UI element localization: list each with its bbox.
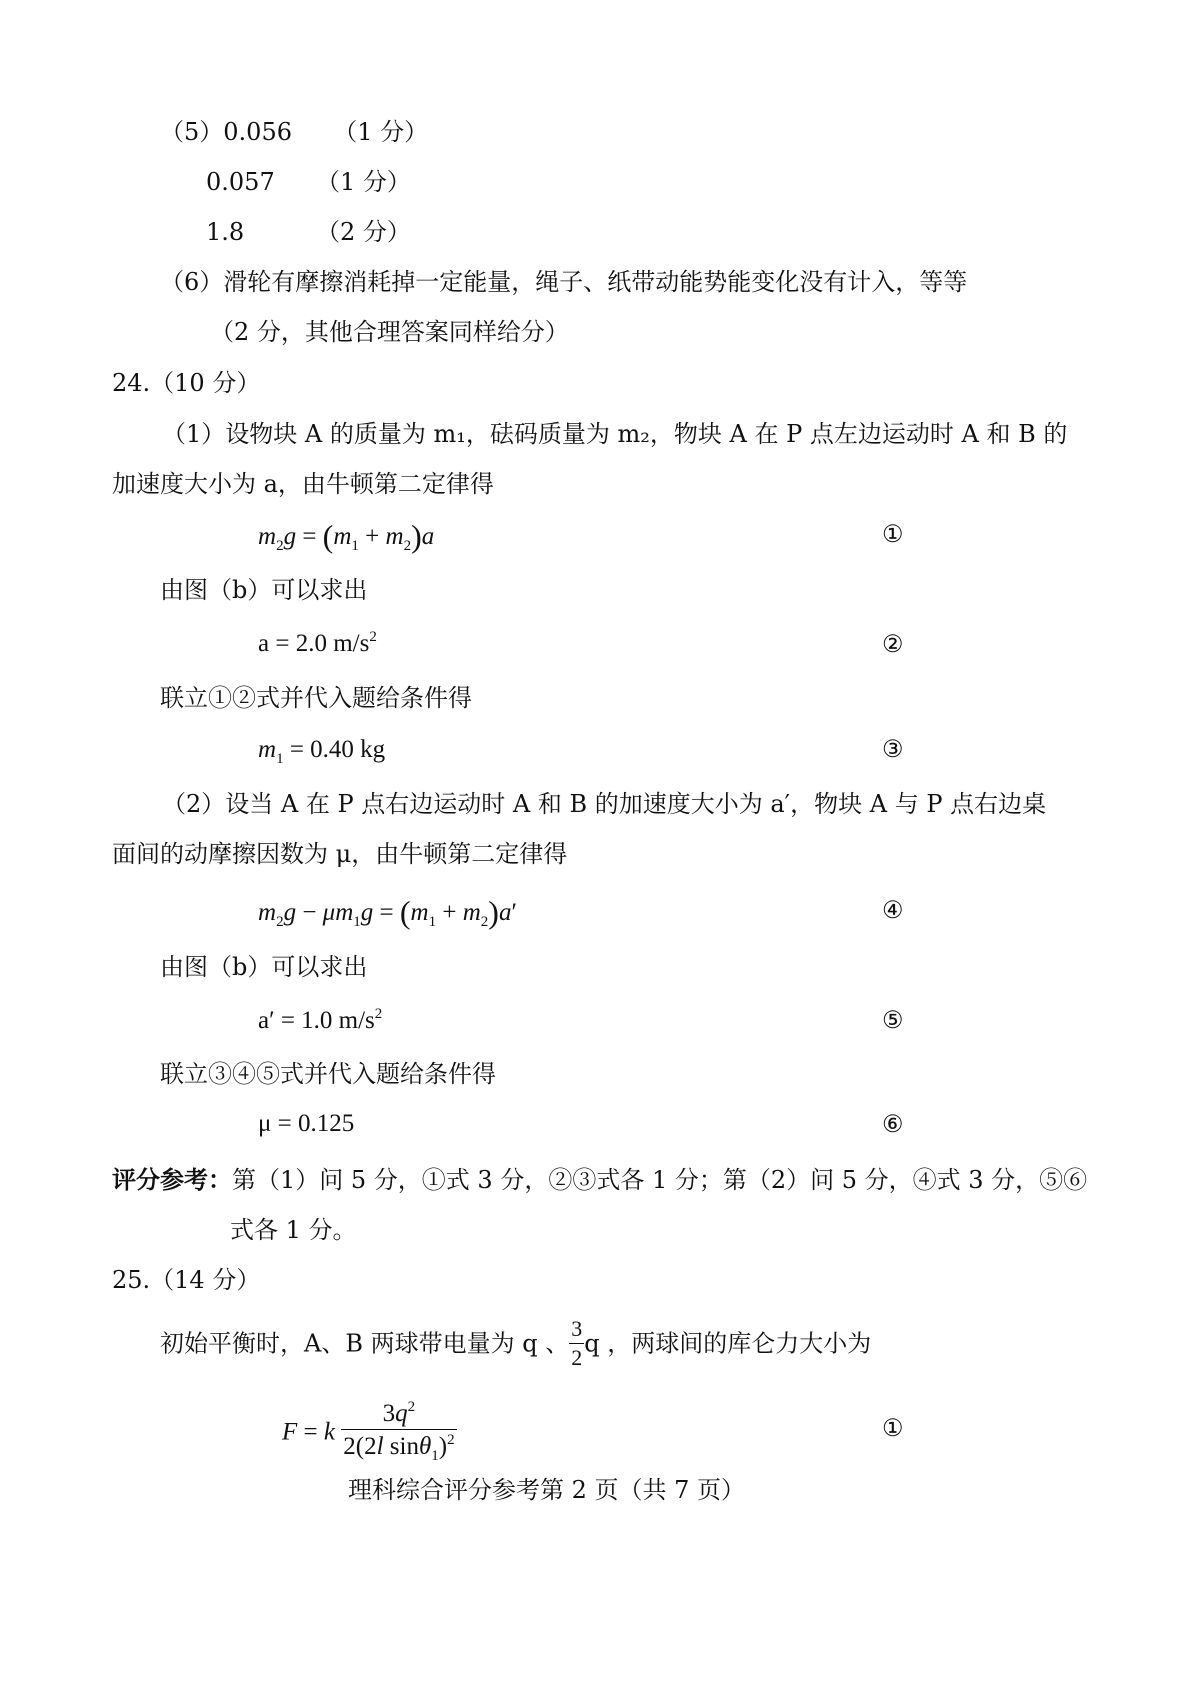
q25-intro [160,1318,871,1369]
q5-score-2: （1 分） [316,168,411,196]
q25-charge-fraction [569,1318,584,1369]
q5-row-2 [206,170,411,194]
q6-line-1: （6）滑轮有摩擦消耗掉一定能量，绳子、纸带动能势能变化没有计入，等等 [160,268,968,296]
q24-equation-6: μ = 0.125 [258,1110,355,1137]
q24-combine-2: 联立③④⑤式并代入题给条件得 [160,1060,496,1088]
q24-part1-line-1: （1）设物块 A 的质量为 m₁，砝码质量为 m₂，物块 A 在 P 点左边运动时 A 和 B 的 [162,420,1068,448]
q25-intro-b: q ，两球间的库仑力大小为 [584,1329,872,1358]
q5-score-1: （1 分） [333,118,429,146]
q25-frac-num: 3 [571,1316,583,1341]
grading-line-2: 式各 1 分。 [230,1216,357,1244]
q5-row-1 [160,120,428,144]
q24-part2-line-2: 面间的动摩擦因数为 μ，由牛顿第二定律得 [112,840,568,868]
q24-part2-line-1: （2）设当 A 在 P 点右边运动时 A 和 B 的加速度大小为 a′，物块 A 与 P 点右边桌 [162,790,1047,818]
grading-label: 评分参考： [112,1165,232,1194]
q25-equation-1: F = k $\frac{3q^2}{2(2l \sin\theta_1)^2}$ [282,1399,455,1464]
q25-coulomb-fraction: $\frac{3q^2}{2(2l \sin\theta_1)^2}$ [343,1399,455,1464]
q24-eq2-text: a = 2.0 m/s [258,630,370,657]
q24-equation-1: $m_2g = (m_1 + m_2)a$ [258,518,435,554]
q25-eq1-number: ① [882,1414,904,1442]
q24-from-graph-2: 由图（b）可以求出 [160,953,368,981]
q5-row-3 [206,220,411,244]
q24-eq6-number: ⑥ [882,1110,904,1138]
q25-heading: 25.（14 分） [112,1266,261,1294]
q5-value-3: 1.8 [206,218,245,246]
grading-text-1: 第（1）问 5 分，①式 3 分，②③式各 1 分；第（2）问 5 分，④式 3 分，⑤⑥ [232,1166,1088,1194]
q5-label: （5） [160,118,224,146]
q24-eq3-number: ③ [882,735,904,763]
q25-intro-a: 初始平衡时，A、B 两球带电量为 q 、 [160,1329,570,1358]
q6-line-2: （2 分，其他合理答案同样给分） [210,318,569,346]
q25-frac-den: 2 [571,1345,583,1370]
q24-eq1-number: ① [882,520,904,548]
q24-eq4-number: ④ [882,896,904,924]
q24-combine-1: 联立①②式并代入题给条件得 [160,684,472,712]
q5-value-1: 0.056 [223,118,292,146]
q24-equation-4: $m_2g - \mu m_1g = (m_1 + m_2)a'$ [258,894,517,930]
q24-eq2-number: ② [882,630,904,658]
q24-equation-5: a′ = 1.0 $m/s^2$ [258,1006,383,1034]
q24-from-graph-1: 由图（b）可以求出 [160,576,368,604]
q5-score-3: （2 分） [316,218,411,246]
q24-equation-3: $m_1 = 0.40$ kg [258,736,386,767]
q24-eq3-text: = 0.40 kg [289,736,386,763]
page-footer: 理科综合评分参考第 2 页（共 7 页） [348,1476,746,1504]
grading-line-1 [112,1165,1088,1194]
q24-eq5-number: ⑤ [882,1006,904,1034]
q5-value-2: 0.057 [206,168,275,196]
q24-eq5-text: a′ = 1.0 m/s [258,1007,375,1034]
q24-equation-2: a = 2.0 $m/s^2$ [258,629,377,657]
q24-heading: 24.（10 分） [112,369,261,397]
q24-part1-line-2: 加速度大小为 a，由牛顿第二定律得 [112,470,494,498]
